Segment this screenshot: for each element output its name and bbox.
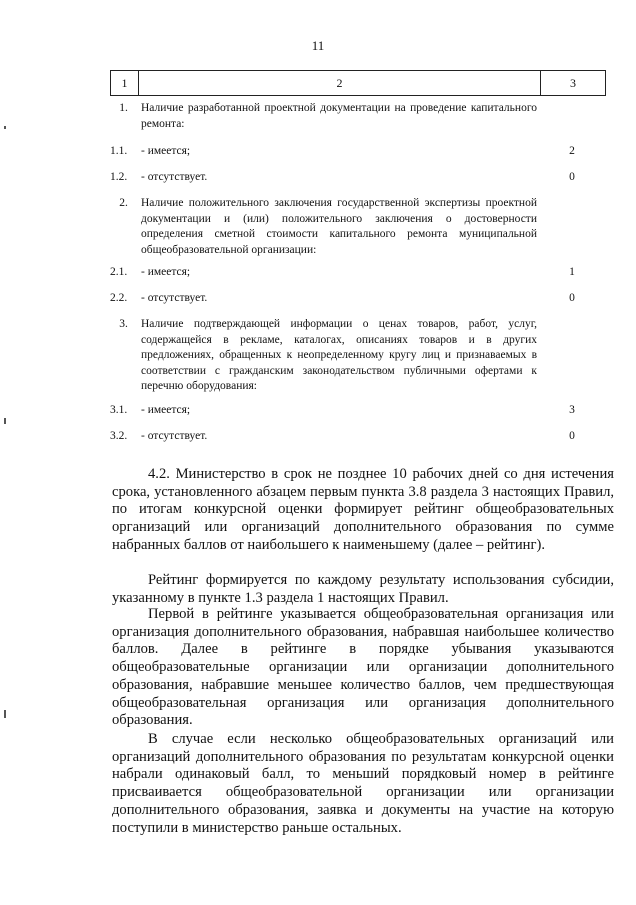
criterion-score: 0: [569, 292, 575, 304]
criterion-number: 1.1.: [110, 145, 128, 157]
page-number: 11: [311, 38, 325, 53]
criterion-number: 1.2.: [110, 171, 128, 183]
criterion-text: - отсутствует.: [141, 430, 208, 442]
criterion-number: 2.1.: [110, 266, 128, 278]
criterion-score: 2: [569, 145, 575, 157]
body-paragraph-text: 4.2. Министерство в срок не позднее 10 рабочих дней со дня истечения срока, установленного абзацем первым пункта 3.8 раздела 3 настоящих Правил, по итогам конкурсной оценки формирует рейтинг общеобразовательных организаций или организаций дополнительного образования по сумме набранных баллов от наибольшего к наименьшему (далее – рейтинг).: [112, 466, 614, 553]
criterion-text: - имеется;: [141, 266, 191, 278]
table-header-col-3: 3: [570, 75, 576, 90]
body-paragraph: [112, 731, 614, 837]
criterion-score: 0: [569, 171, 575, 183]
criterion-text: - отсутствует.: [141, 292, 208, 304]
body-paragraph-text: В случае если несколько общеобразовательных организаций или организаций дополнительного образования по результатам конкурсной оценки набрали одинаковый балл, то меньший порядковый номер в рейтинге присваивается общеобразовательной организации или организации дополнительного образования, заявка и документы на участие на которую поступили в министерство раньше остальных.: [112, 731, 614, 836]
criterion-number: 2.2.: [110, 292, 128, 304]
scan-artifact: [4, 418, 6, 424]
criterion-score: 3: [569, 404, 575, 416]
scan-artifact: [4, 710, 6, 718]
criterion-number: 3.: [119, 318, 128, 330]
criterion-score: 0: [569, 430, 575, 442]
body-paragraph-text: Рейтинг формируется по каждому результату использования субсидии, указанному в пункте 1.3 раздела 1 настоящих Правил.: [112, 572, 614, 606]
criterion-number: 3.2.: [110, 430, 128, 442]
criterion-text: Наличие подтверждающей информации о ценах товаров, работ, услуг, содержащейся в рекламе, каталогах, описаниях товаров и в других предложениях, обращенных к неопределенному кругу лиц и признаваемых в соответствии с гражданским законодательством публичными офертами к перечню оборудования:: [141, 318, 537, 392]
table-header-col-2: 2: [139, 71, 541, 95]
body-paragraph-text: Первой в рейтинге указывается общеобразовательная организация или организация дополнительного образования, набравшая наибольшее количество баллов. Далее в рейтинге в порядке убывания указываются общеобразовательные организации или организации дополнительного образования, набравшие меньшее количество баллов, чем предшествующая общеобразовательная организация или организация дополнительного образования.: [112, 606, 614, 729]
criterion-text: Наличие разработанной проектной документации на проведение капитального ремонта:: [141, 102, 537, 130]
body-paragraph: [112, 466, 614, 555]
criterion-text: - отсутствует.: [141, 171, 208, 183]
table-header-col-1: 1: [111, 71, 139, 95]
criterion-text: Наличие положительного заключения государственной экспертизы проектной документации и (или) положительного заключения о достоверности определения сметной стоимости капитального ремонта муниципальной общеобразовательной организации:: [141, 197, 537, 256]
body-paragraph: [112, 606, 614, 730]
criterion-text: - имеется;: [141, 404, 191, 416]
criterion-text: - имеется;: [141, 145, 191, 157]
criterion-number: 1.: [119, 102, 128, 114]
scan-artifact: [4, 126, 6, 129]
table-header-row: [110, 70, 606, 96]
criterion-number: 2.: [119, 197, 128, 209]
criterion-number: 3.1.: [110, 404, 128, 416]
body-paragraph: [112, 572, 614, 607]
criterion-score: 1: [569, 266, 575, 278]
